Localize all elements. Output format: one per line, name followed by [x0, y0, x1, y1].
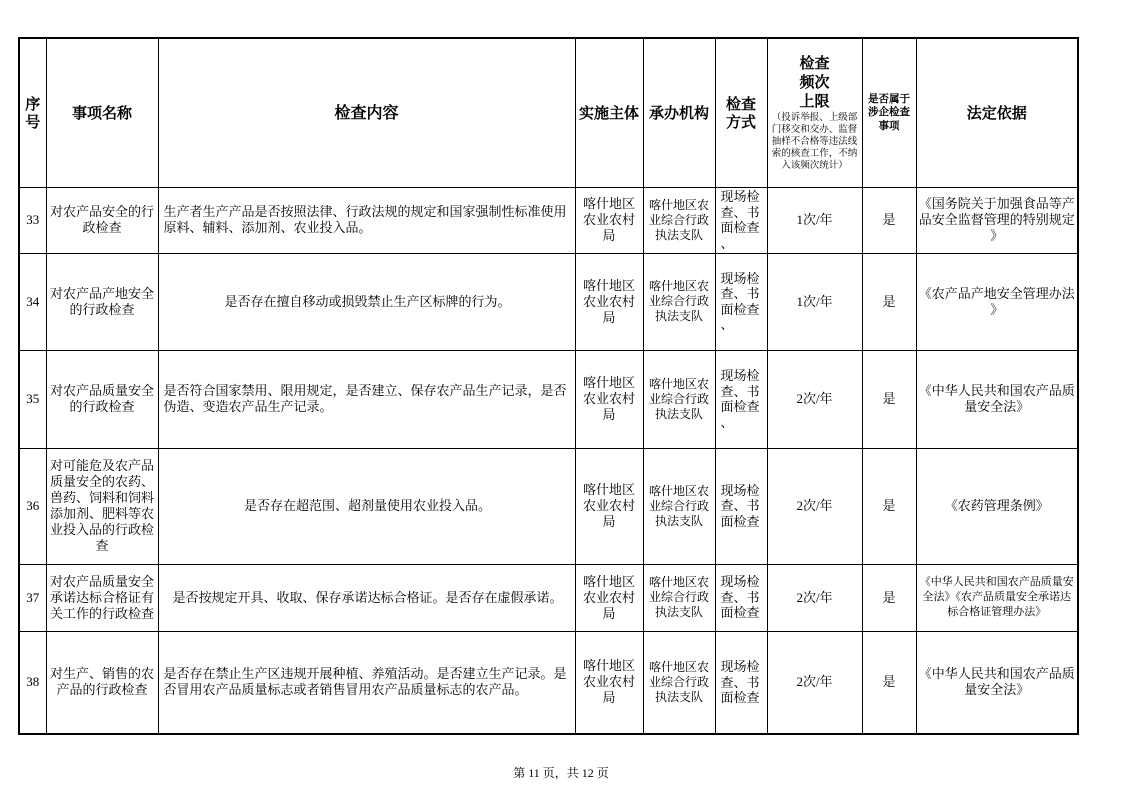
cell-frequency-limit: 1次/年	[767, 253, 862, 350]
cell-inspection-content: 生产者生产产品是否按照法律、行政法规的规定和国家强制性标准使用原料、辅料、添加剂、农业投入品。	[158, 187, 575, 253]
cell-inspection-method: 现场检查、书面检查	[715, 564, 767, 631]
page-footer: 第 11 页，共 12 页	[513, 766, 609, 780]
cell-handling-agency: 喀什地区农业综合行政执法支队	[643, 187, 715, 253]
cell-item-name: 对生产、销售的农产品的行政检查	[46, 631, 158, 734]
cell-implementer: 喀什地区农业农村局	[575, 253, 643, 350]
cell-item-name: 对农产品质量安全的行政检查	[46, 350, 158, 448]
header-frequency-limit-label: 检查频次上限	[799, 53, 830, 110]
cell-implementer: 喀什地区农业农村局	[575, 448, 643, 564]
header-index: 序号	[19, 38, 46, 187]
cell-handling-agency: 喀什地区农业综合行政执法支队	[643, 564, 715, 631]
cell-enterprise-related: 是	[862, 448, 916, 564]
header-enterprise-related	[862, 38, 916, 187]
cell-handling-agency: 喀什地区农业综合行政执法支队	[643, 631, 715, 734]
table-row	[19, 187, 1078, 253]
cell-legal-basis: 《国务院关于加强食品等产品安全监督管理的特别规定》	[916, 187, 1078, 253]
cell-index: 34	[19, 253, 46, 350]
table-row	[19, 631, 1078, 734]
cell-frequency-limit: 2次/年	[767, 350, 862, 448]
cell-frequency-limit: 2次/年	[767, 631, 862, 734]
cell-index: 33	[19, 187, 46, 253]
table-row	[19, 448, 1078, 564]
header-legal-basis: 法定依据	[916, 38, 1078, 187]
cell-inspection-method: 现场检查、书面检查、	[715, 350, 767, 448]
cell-inspection-content: 是否按规定开具、收取、保存承诺达标合格证。是否存在虚假承诺。	[158, 564, 575, 631]
cell-index: 36	[19, 448, 46, 564]
cell-enterprise-related: 是	[862, 564, 916, 631]
cell-item-name: 对农产品安全的行政检查	[46, 187, 158, 253]
cell-enterprise-related: 是	[862, 253, 916, 350]
table-row	[19, 253, 1078, 350]
table-row	[19, 564, 1078, 631]
cell-inspection-content: 是否存在擅自移动或损毁禁止生产区标牌的行为。	[158, 253, 575, 350]
cell-frequency-limit: 1次/年	[767, 187, 862, 253]
cell-legal-basis: 《中华人民共和国农产品质量安全法》	[916, 631, 1078, 734]
cell-item-name: 对农产品产地安全的行政检查	[46, 253, 158, 350]
cell-frequency-limit: 2次/年	[767, 448, 862, 564]
cell-inspection-content: 是否存在超范围、超剂量使用农业投入品。	[158, 448, 575, 564]
header-handling-agency: 承办机构	[643, 38, 715, 187]
table-header-row	[19, 38, 1078, 187]
cell-frequency-limit: 2次/年	[767, 564, 862, 631]
cell-item-name: 对可能危及农产品质量安全的农药、兽药、饲料和饲料添加剂、肥料等农业投入品的行政检查	[46, 448, 158, 564]
header-item-name: 事项名称	[46, 38, 158, 187]
header-frequency-note: （投诉举报、上级部门移交和交办、监督抽样不合格等违法线索的核查工作，不纳入该频次统计）	[771, 112, 858, 171]
cell-inspection-method: 现场检查、书面检查	[715, 631, 767, 734]
cell-index: 38	[19, 631, 46, 734]
cell-legal-basis: 《农产品产地安全管理办法》	[916, 253, 1078, 350]
header-enterprise-related-label: 是否属于涉企检查事项	[868, 92, 910, 132]
cell-legal-basis: 《农药管理条例》	[916, 448, 1078, 564]
cell-implementer: 喀什地区农业农村局	[575, 350, 643, 448]
cell-enterprise-related: 是	[862, 631, 916, 734]
cell-inspection-method: 现场检查、书面检查	[715, 448, 767, 564]
cell-legal-basis: 《中华人民共和国农产品质量安全法》	[916, 350, 1078, 448]
cell-handling-agency: 喀什地区农业综合行政执法支队	[643, 448, 715, 564]
cell-handling-agency: 喀什地区农业综合行政执法支队	[643, 350, 715, 448]
cell-legal-basis: 《中华人民共和国农产品质量安全法》《农产品质量安全承诺达标合格证管理办法》	[916, 564, 1078, 631]
cell-enterprise-related: 是	[862, 187, 916, 253]
cell-inspection-method: 现场检查、书面检查、	[715, 187, 767, 253]
cell-inspection-content: 是否符合国家禁用、限用规定，是否建立、保存农产品生产记录，是否伪造、变造农产品生产记录。	[158, 350, 575, 448]
cell-index: 37	[19, 564, 46, 631]
cell-inspection-content: 是否存在禁止生产区违规开展种植、养殖活动。是否建立生产记录。是否冒用农产品质量标志或者销售冒用农产品质量标志的农产品。	[158, 631, 575, 734]
header-inspection-method	[715, 38, 767, 187]
inspection-items-table	[18, 37, 1079, 735]
cell-implementer: 喀什地区农业农村局	[575, 564, 643, 631]
cell-handling-agency: 喀什地区农业综合行政执法支队	[643, 253, 715, 350]
header-implementer: 实施主体	[575, 38, 643, 187]
header-frequency-limit	[767, 38, 862, 187]
table-row	[19, 350, 1078, 448]
cell-item-name: 对农产品质量安全承诺达标合格证有关工作的行政检查	[46, 564, 158, 631]
cell-enterprise-related: 是	[862, 350, 916, 448]
header-inspection-content: 检查内容	[158, 38, 575, 187]
cell-index: 35	[19, 350, 46, 448]
header-inspection-method-label: 检查方式	[725, 94, 756, 131]
cell-implementer: 喀什地区农业农村局	[575, 631, 643, 734]
cell-inspection-method: 现场检查、书面检查、	[715, 253, 767, 350]
cell-implementer: 喀什地区农业农村局	[575, 187, 643, 253]
